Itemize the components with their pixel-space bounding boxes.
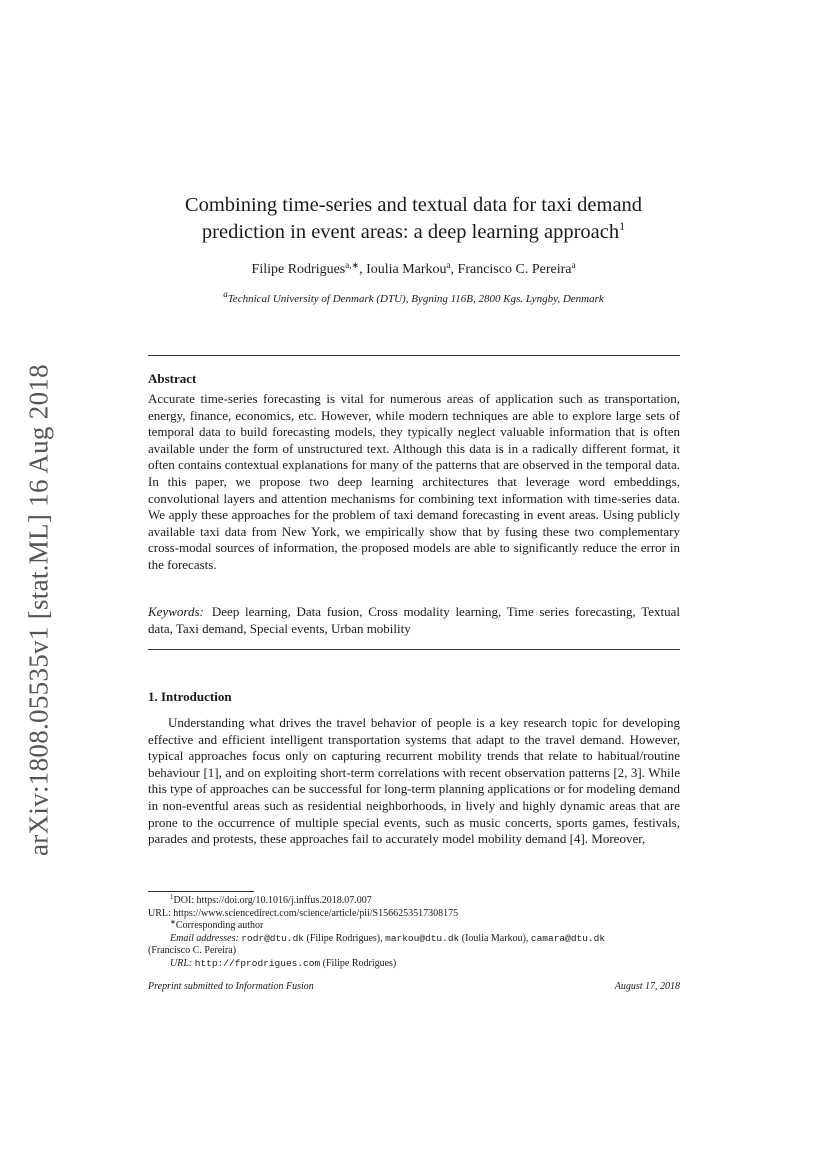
abstract-text: Accurate time-series forecasting is vital for numerous areas of application such as transportation, energy, finance, economics, etc. However, while modern techniques are able to explore large sets of temporal data to build forecasting models, they typically neglect valuable information that is often available under the form of unstructured text. Although this data is in a radically different format, it often contains contextual explanations for many of the patterns that are observed in the temporal data. In this paper, we propose two deep learning architectures that leverage word embeddings, convolutional layers and attention mechanisms for combining text information with time-series data. We apply these approaches for the problem of taxi demand forecasting in event areas. Using publicly available taxi data from New York, we empirically show that by fusing these two complementary cross-modal sources of information, the proposed models are able to significantly reduce the error in the forecasts.: [148, 391, 680, 572]
doi-text: DOI: https://doi.org/10.1016/j.inffus.2018.07.007: [173, 895, 372, 906]
email-label: Email addresses:: [170, 932, 239, 944]
paper-title: [120, 192, 707, 246]
email-link[interactable]: markou@dtu.dk: [385, 932, 460, 944]
author-name: Francisco C. Pereira: [457, 262, 572, 277]
corresponding-mark: ∗: [170, 918, 176, 927]
keywords-text: Deep learning, Data fusion, Cross modality learning, Time series forecasting, Textual data, Taxi demand, Special events, Urban mobility: [148, 604, 680, 636]
footnote-emails-cont: (Francisco C. Pereira): [148, 945, 237, 957]
author-mark: a,∗: [345, 260, 360, 270]
author-list: Filipe Rodrigues$^{a,∗}$, Ioulia Markou$^a$, Francisco C. Pereira$^a$: [251, 260, 576, 277]
footnotes: [148, 895, 680, 971]
abstract-top-rule: [148, 355, 680, 356]
footer-date: August 17, 2018: [614, 981, 680, 992]
footnote-url: URL: https://www.sciencedirect.com/science/article/pii/S1566253517308175: [148, 907, 459, 919]
author-mark: a: [571, 260, 576, 270]
abstract-heading: Abstract: [148, 371, 197, 386]
title-line-2: prediction in event areas: a deep learning approach: [201, 221, 620, 243]
section-heading: 1. Introduction: [148, 689, 232, 704]
arxiv-stamp: [19, 350, 59, 870]
email-link[interactable]: camara@dtu.dk: [530, 932, 606, 944]
affiliation: [120, 289, 707, 305]
footer-submission: Preprint submitted to Information Fusion: [148, 981, 314, 992]
footnote-emails: [148, 933, 680, 946]
footnote-homepage: [148, 958, 680, 971]
footnote-mark: 1: [170, 893, 174, 901]
url-label: URL:: [170, 957, 193, 969]
footnote-doi: [148, 895, 680, 908]
arxiv-stamp-text: arXiv:1808.05535v1 [stat.ML] 16 Aug 2018: [23, 364, 54, 856]
corresponding-text: Corresponding author: [175, 920, 264, 932]
author-mark: a: [446, 260, 451, 270]
email-link[interactable]: rodr@dtu.dk: [241, 932, 305, 944]
homepage-owner: (Filipe Rodrigues): [322, 957, 397, 969]
footnote-corresponding: [148, 920, 680, 933]
email-owner: (Ioulia Markou),: [461, 932, 529, 944]
keywords: [148, 604, 680, 637]
title-footnote-mark: 1: [619, 219, 626, 233]
abstract-bottom-rule: [148, 649, 680, 650]
intro-paragraph: Understanding what drives the travel behavior of people is a key research topic for developing effective and efficient intelligent transportation systems that adapt to the travel demand. However, typical approaches focus only on capturing recurrent mobility trends that relate to habitual/routine behaviour [1], and on exploiting short-term correlations with recent observation patterns [2, 3]. While this type of approaches can be successful for long-term planning applications or for modeling demand in non-eventful areas such as residential neighborhoods, in lively and highly dynamic areas that are prone to the occurrence of multiple special events, such as music concerts, sports games, festivals, parades and protests, these approaches fail to accurately model mobility demand [4]. Moreover,: [148, 715, 680, 847]
author-name: Ioulia Markou: [366, 262, 447, 277]
title-line-1: Combining time-series and textual data for taxi demand: [184, 194, 643, 216]
homepage-link[interactable]: http://fprodrigues.com: [194, 957, 321, 969]
author-name: Filipe Rodrigues: [251, 262, 346, 277]
affiliation-text: Technical University of Denmark (DTU), Bygning 116B, 2800 Kgs. Lyngby, Denmark: [227, 293, 604, 305]
keywords-label: Keywords:: [148, 604, 204, 619]
email-owner: (Filipe Rodrigues),: [306, 932, 383, 944]
footnote-rule: [148, 891, 254, 892]
affiliation-mark: a: [223, 289, 228, 299]
